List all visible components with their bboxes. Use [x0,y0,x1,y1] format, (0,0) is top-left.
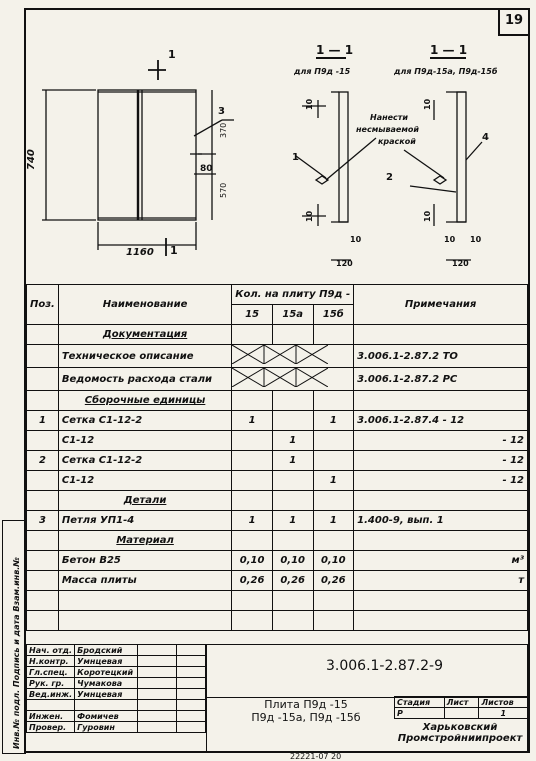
stage-value: Р [395,708,445,719]
cell-empty [354,591,528,611]
paint-note-line1: Нанести [370,113,409,122]
plan-dim-height: 740 [26,149,37,170]
section-heading: Сборочные единицы [58,391,231,411]
section-b-callout-4: 4 [482,132,489,143]
cell-qty: 1 [313,511,354,531]
section-b-dim-120: 120 [452,259,469,268]
cell-empty [232,591,273,611]
section-a-title: 1 — 1 [316,43,354,57]
cell-qty: 0,10 [313,551,354,571]
cell-note: 3.006.1-2.87.2 ТО [354,345,528,368]
cell-pos [27,531,59,551]
section-b-dim-10c: 10 [444,235,456,244]
cell-qty: 1 [232,511,273,531]
cell-note: - 12 [354,471,528,491]
cell-note: - 12 [354,451,528,471]
plan-callout-3: 3 [218,106,225,117]
table-row [27,491,528,511]
cell-name: Сетка С1-12-2 [58,411,231,431]
signature-date [177,645,206,656]
document-code: 3.006.1-2.87.2-9 [326,658,443,674]
cross-cell [232,345,354,368]
cell-note: 1.400-9, вып. 1 [354,511,528,531]
section-b-title: 1 — 1 [430,43,468,57]
cell-qty [272,471,313,491]
cell-pos [27,471,59,491]
section-a-dim-10b: 10 [305,210,314,222]
signature-role: Провер. [27,722,75,733]
title-line-2: П9д -15а, П9д -15б [251,711,361,724]
signature-role: Инжен. [27,711,75,722]
signature-row [27,689,206,700]
section-heading: Материал [58,531,231,551]
cell-qty [313,325,354,345]
sheet-value [444,708,479,719]
cell-empty [58,591,231,611]
stage-table [394,696,528,719]
cell-qty: 1 [232,411,273,431]
cell-note: 3.006.1-2.87.4 - 12 [354,411,528,431]
cell-name: Масса плиты [58,571,231,591]
signature-mark [138,678,177,689]
header-pos: Поз. [27,285,59,325]
cell-qty [232,531,273,551]
signature-row [27,678,206,689]
cell-qty: 0,26 [313,571,354,591]
cell-qty [232,431,273,451]
signature-row [27,667,206,678]
section-a-subtitle: для П9д -15 [294,67,351,76]
cell-qty [272,325,313,345]
cell-empty [272,611,313,631]
plan-section-mark-bottom: 1 [170,244,178,257]
table-row [27,451,528,471]
header-qty-col: 15а [272,305,313,325]
cell-pos: 3 [27,511,59,531]
paint-note-line3: краской [378,137,416,146]
cell-qty: 1 [272,431,313,451]
cell-qty [232,325,273,345]
signature-mark [138,656,177,667]
cell-qty: 0,26 [232,571,273,591]
table-row [27,511,528,531]
sheet-header: Лист [444,697,479,708]
cell-qty [313,491,354,511]
signature-role [27,700,75,711]
signature-name: Коротецкий [75,667,138,678]
paint-note-line2: несмываемой [356,125,419,134]
section-a-dim-120: 120 [336,259,353,268]
signature-role: Вед.инж. [27,689,75,700]
footer-number: 22221-07 20 [290,752,342,761]
cell-name: Петля УП1-4 [58,511,231,531]
section-a-view [296,58,376,260]
plan-dim-570: 570 [219,182,228,198]
section-b-dim-10a: 10 [423,98,432,110]
table-row [27,551,528,571]
table-row [27,368,528,391]
sheets-header: Листов [479,697,528,708]
signature-date [177,667,206,678]
signature-date [177,700,206,711]
signature-mark [138,711,177,722]
plan-dim-width: 1160 [126,247,154,258]
cell-empty [27,611,59,631]
table-row [27,571,528,591]
cell-qty: 1 [313,411,354,431]
signature-date [177,722,206,733]
cell-pos [27,571,59,591]
signature-name: Умнцевая [75,689,138,700]
cell-qty [272,391,313,411]
drawings-area [26,10,526,288]
cell-name: С1-12 [58,431,231,451]
signature-date [177,689,206,700]
cell-name: Техническое описание [58,345,231,368]
spec-header-row [27,285,528,305]
cross-hatch-icon [232,345,328,364]
signature-row [27,722,206,733]
cell-empty [272,591,313,611]
signature-date [177,711,206,722]
section-b-dim-10b: 10 [423,210,432,222]
table-row [27,391,528,411]
section-b-view [404,58,482,260]
cell-pos [27,345,59,368]
plan-view [42,60,234,256]
specification-table [26,284,528,631]
cell-pos [27,368,59,391]
cell-pos: 2 [27,451,59,471]
cell-note: - 12 [354,431,528,451]
cell-empty [58,611,231,631]
cell-qty [272,411,313,431]
signature-row [27,711,206,722]
signature-name: Бродский [75,645,138,656]
signature-mark [138,700,177,711]
cell-name: С1-12 [58,471,231,491]
cell-empty [232,611,273,631]
section-heading: Документация [58,325,231,345]
header-qty-col: 15 [232,305,273,325]
cell-qty: 1 [313,471,354,491]
signature-name: Умнцевая [75,656,138,667]
signature-date [177,656,206,667]
signature-name [75,700,138,711]
cell-pos [27,431,59,451]
cell-qty [313,451,354,471]
section-a-callout: 1 [292,152,299,163]
cell-qty [232,451,273,471]
signature-role: Рук. гр. [27,678,75,689]
cell-note [354,531,528,551]
cell-note [354,391,528,411]
cell-pos [27,325,59,345]
signature-date [177,678,206,689]
signature-name: Фомичев [75,711,138,722]
signature-row [27,656,206,667]
table-row [27,431,528,451]
cell-empty [27,591,59,611]
cell-qty [232,391,273,411]
signature-mark [138,667,177,678]
cell-qty: 0,10 [232,551,273,571]
signatures-table [26,644,206,733]
signature-name: Гуровин [75,722,138,733]
signature-row [27,700,206,711]
section-a-dim-10a: 10 [305,98,314,110]
cell-qty [313,431,354,451]
signature-row [27,645,206,656]
signature-role: Гл.спец. [27,667,75,678]
section-heading: Детали [58,491,231,511]
cell-note: т [354,571,528,591]
cell-qty [272,531,313,551]
header-note: Примечания [354,285,528,325]
stage-header: Стадия [395,697,445,708]
table-row [27,345,528,368]
header-qty: Кол. на плиту П9д - [232,285,354,305]
header-qty-col: 15б [313,305,354,325]
cross-hatch-icon [232,368,328,387]
cell-empty [313,611,354,631]
table-row [27,411,528,431]
plan-dim-370: 370 [219,122,228,138]
cell-qty: 0,26 [272,571,313,591]
document-title [222,698,390,724]
cell-pos [27,491,59,511]
table-row [27,531,528,551]
cell-qty [232,471,273,491]
table-row [27,325,528,345]
cell-name: Сетка С1-12-2 [58,451,231,471]
cell-qty: 0,10 [272,551,313,571]
section-a-dim-10c: 10 [350,235,362,244]
cell-qty: 1 [272,511,313,531]
signature-role: Нач. отд. [27,645,75,656]
cell-empty [313,591,354,611]
cross-cell [232,368,354,391]
cell-qty [232,491,273,511]
signature-mark [138,722,177,733]
header-name: Наименование [58,285,231,325]
plan-dim-80: 80 [200,164,213,174]
cell-qty: 1 [272,451,313,471]
signature-mark [138,645,177,656]
cell-qty [272,491,313,511]
cell-note [354,325,528,345]
plan-section-mark-top: 1 [168,48,176,61]
section-b-callout-2: 2 [386,172,393,183]
section-b-dim-10d: 10 [470,235,482,244]
table-row [27,471,528,491]
cell-note: м³ [354,551,528,571]
signature-name: Чумакова [75,678,138,689]
title-line-1: Плита П9д -15 [264,698,348,711]
cell-pos: 1 [27,411,59,431]
cell-note [354,491,528,511]
cell-pos [27,391,59,411]
side-stamp [2,520,26,754]
cell-name: Ведомость расхода стали [58,368,231,391]
sheet-number: 19 [498,8,528,36]
signature-mark [138,689,177,700]
table-row [27,611,528,631]
table-row [27,591,528,611]
cell-qty [313,391,354,411]
side-stamp-text: Инв.№ подл. Подпись и дата Взам.инв.№ [12,557,21,749]
cell-qty [313,531,354,551]
sheets-value: 1 [479,708,528,719]
signature-role: Н.контр. [27,656,75,667]
organization-name: Харьковский Промстройниипроект [397,722,523,744]
cell-empty [354,611,528,631]
cell-pos [27,551,59,571]
cell-note: 3.006.1-2.87.2 РС [354,368,528,391]
cell-name: Бетон В25 [58,551,231,571]
section-b-subtitle: для П9д-15а, П9д-15б [394,67,498,76]
